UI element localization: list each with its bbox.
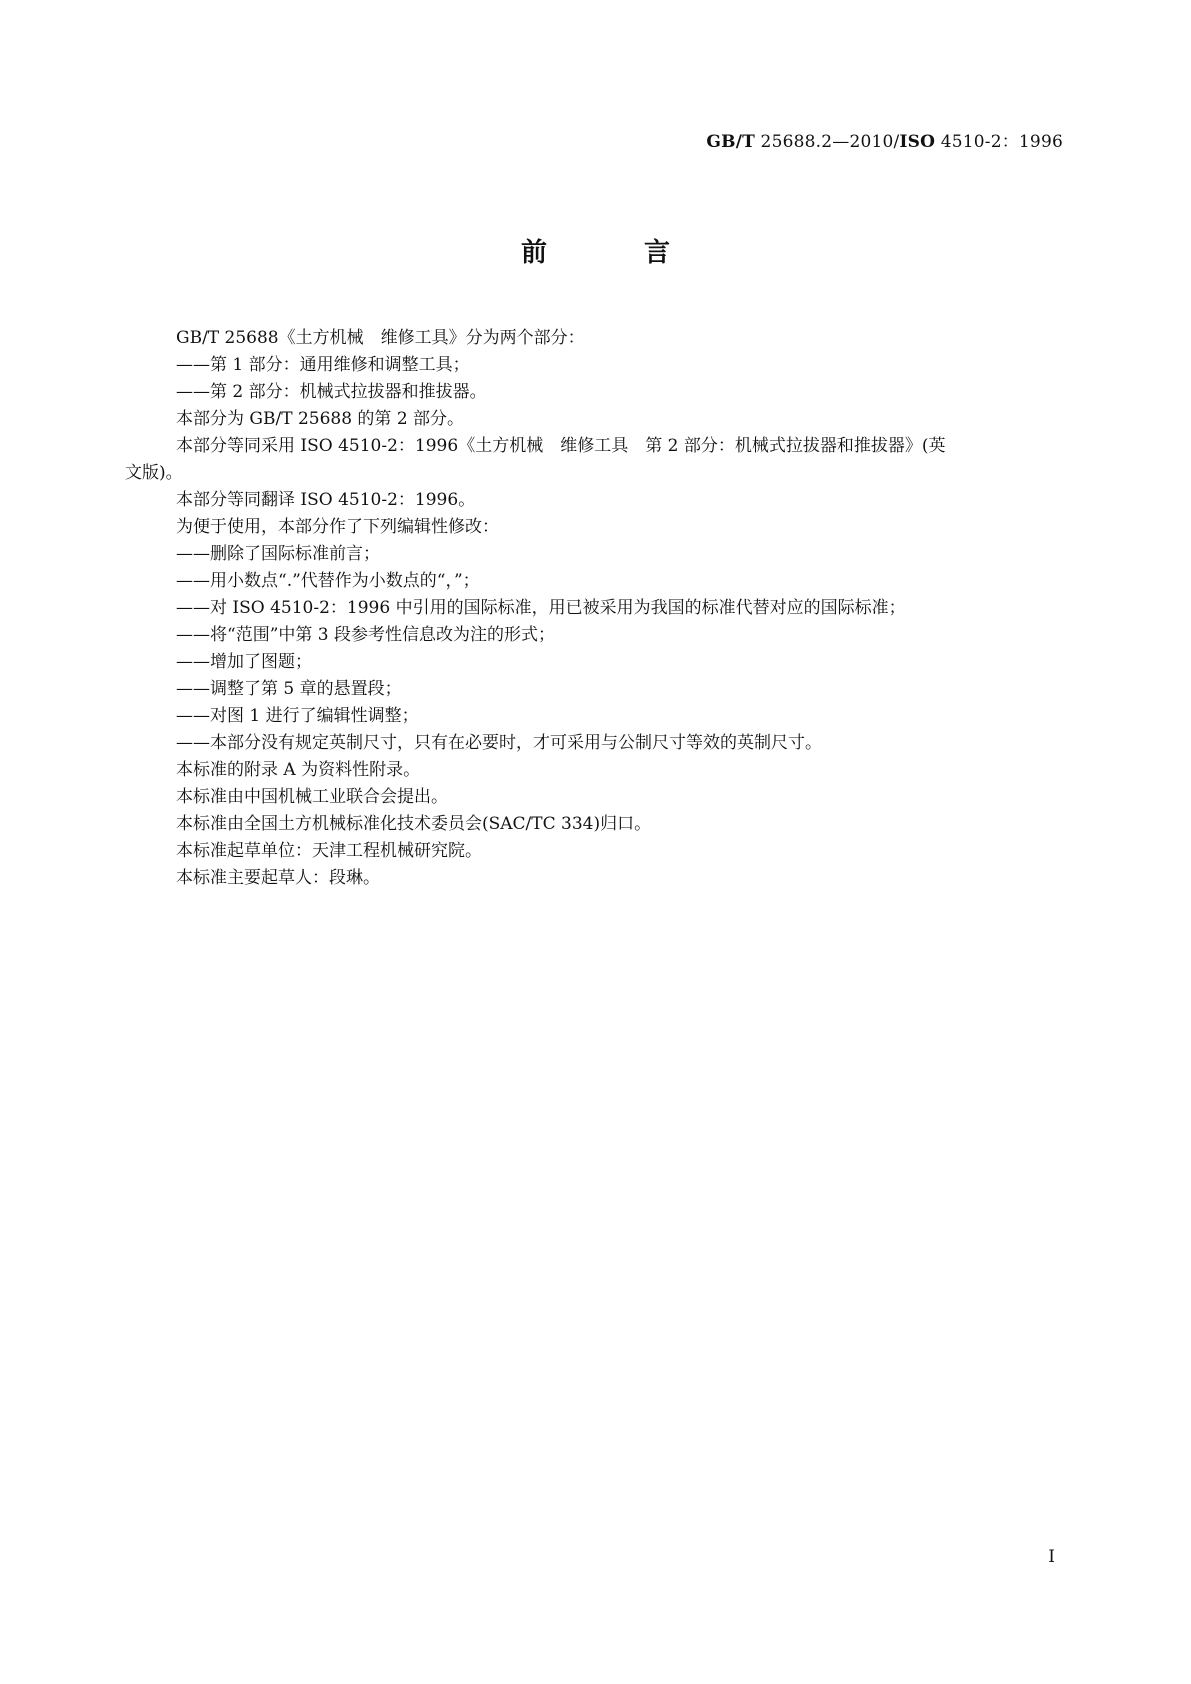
list-item-change: ——将“范围”中第 3 段参考性信息改为注的形式； [176, 625, 556, 645]
paragraph-drafting-unit: 本标准起草单位：天津工程机械研究院。 [176, 841, 482, 861]
standard-prefix-iso: ISO [899, 132, 936, 152]
list-item-part-1: ——第 1 部分：通用维修和调整工具； [176, 355, 470, 375]
paragraph-parts-intro: GB/T 25688《土方机械 维修工具》分为两个部分： [176, 328, 585, 348]
standard-number-gbt: 25688.2—2010/ [754, 132, 900, 152]
page-title: 前 言 [520, 238, 715, 268]
standard-number-iso: 4510-2：1996 [935, 132, 1063, 152]
paragraph-under-jurisdiction: 本标准由全国土方机械标准化技术委员会(SAC/TC 334)归口。 [176, 814, 652, 834]
preface-body [125, 325, 1065, 892]
list-item-change: ——对图 1 进行了编辑性调整； [176, 706, 419, 726]
page-number: I [1048, 1547, 1055, 1567]
list-item-change: ——增加了图题； [176, 652, 312, 672]
paragraph-adoption-continued: 文版)。 [125, 463, 183, 483]
paragraph-annex: 本标准的附录 A 为资料性附录。 [176, 760, 421, 780]
paragraph-editorial-changes: 为便于使用，本部分作了下列编辑性修改： [176, 517, 499, 537]
standard-number [706, 127, 1063, 152]
paragraph-translation: 本部分等同翻译 ISO 4510-2：1996。 [176, 490, 476, 510]
standard-prefix-gbt: GB/T [706, 132, 755, 152]
list-item-change: ——删除了国际标准前言； [176, 544, 380, 564]
list-item-change: ——对 ISO 4510-2：1996 中引用的国际标准，用已被采用为我国的标准代替对应的国际标准； [176, 598, 906, 618]
paragraph-adoption: 本部分等同采用 ISO 4510-2：1996《土方机械 维修工具 第 2 部分：机械式拉拔器和推拔器》(英 [176, 436, 946, 456]
paragraph-proposed-by: 本标准由中国机械工业联合会提出。 [176, 787, 448, 807]
list-item-change: ——用小数点“.”代替作为小数点的“，”； [176, 571, 480, 591]
list-item-change: ——本部分没有规定英制尺寸，只有在必要时，才可采用与公制尺寸等效的英制尺寸。 [176, 733, 822, 753]
list-item-change: ——调整了第 5 章的悬置段； [176, 679, 402, 699]
list-item-part-2: ——第 2 部分：机械式拉拔器和推拔器。 [176, 382, 487, 402]
paragraph-this-part: 本部分为 GB/T 25688 的第 2 部分。 [176, 409, 465, 429]
paragraph-drafters: 本标准主要起草人：段琳。 [176, 868, 380, 888]
